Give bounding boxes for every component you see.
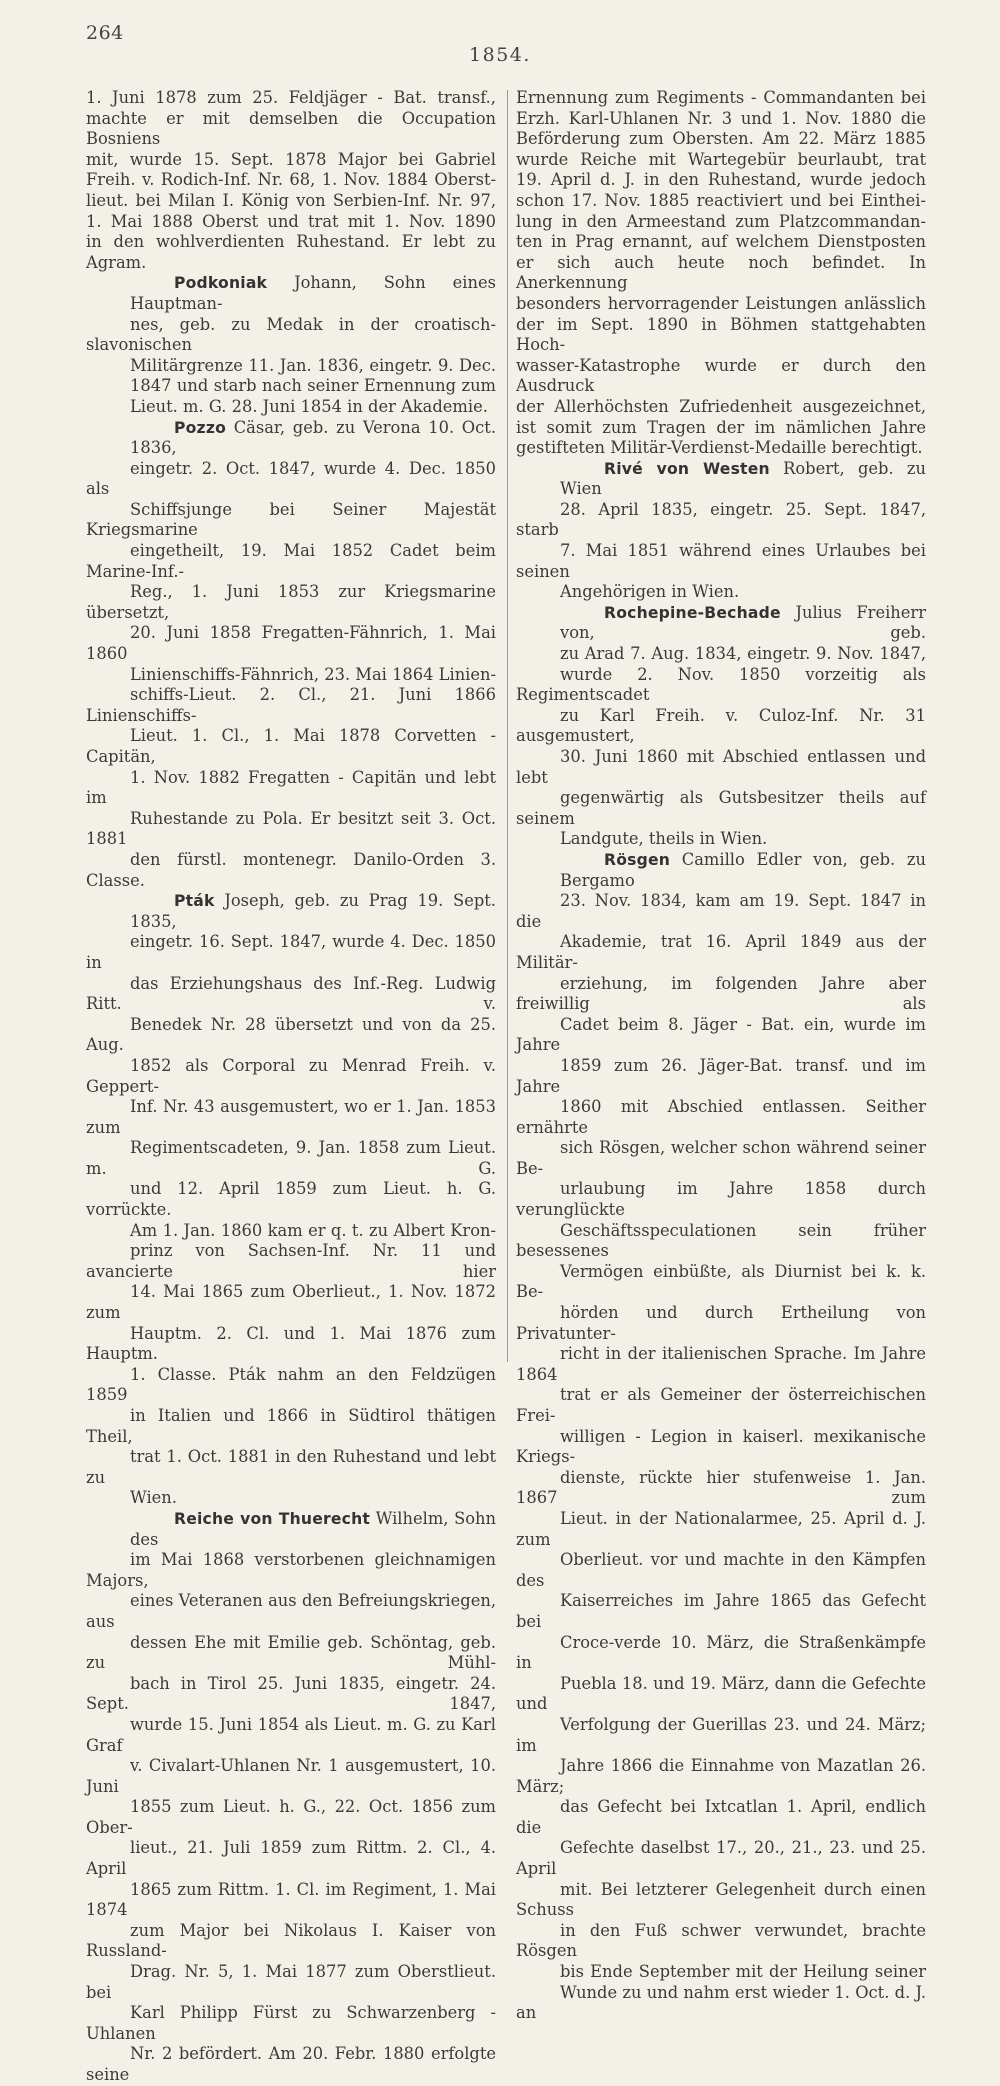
- line-text: er sich auch heute noch befindet. In Anerkennung: [516, 252, 926, 293]
- line-text: Landgute, theils in Wien.: [560, 829, 768, 849]
- text-line: [86, 1179, 496, 1220]
- text-line: [86, 1674, 496, 1715]
- text-line: [86, 665, 496, 686]
- line-text: und 12. April 1859 zum Lieut. h. G. vorrückte.: [86, 1179, 496, 1220]
- line-text: dienste, rückte hier stufenweise 1. Jan. 1867 zum: [516, 1467, 926, 1508]
- line-text: 1847 und starb nach seiner Ernennung zum: [130, 376, 496, 396]
- line-text: im Mai 1868 verstorbenen gleichnamigen Majors,: [86, 1550, 496, 1590]
- line-text: Gefechte daselbst 17., 20., 21., 23. und 25. April: [516, 1838, 926, 1879]
- text-line: [516, 1344, 926, 1385]
- text-line: [86, 850, 496, 891]
- text-line: [516, 1468, 926, 1509]
- line-text: 23. Nov. 1834, kam am 19. Sept. 1847 in die: [516, 891, 926, 931]
- line-text: Cadet beim 8. Jäger - Bat. ein, wurde im Jahre: [516, 1014, 926, 1055]
- line-text: der Allerhöchsten Zufriedenheit ausgezeichnet,: [516, 396, 926, 416]
- line-text: Hauptm. 2. Cl. und 1. Mai 1876 zum Hauptm.: [86, 1323, 496, 1364]
- line-text: 7. Mai 1851 während eines Urlaubes bei seinen: [516, 541, 926, 581]
- line-text: 14. Mai 1865 zum Oberlieut., 1. Nov. 1872 zum: [86, 1282, 496, 1323]
- text-line: [516, 1427, 926, 1468]
- line-text: Reg., 1. Juni 1853 zur Kriegsmarine übersetzt,: [86, 582, 496, 622]
- entry-name: Pták: [174, 892, 215, 911]
- text-line: [86, 891, 496, 932]
- text-line: [86, 541, 496, 582]
- line-text: sich Rösgen, welcher schon während seiner Be-: [516, 1138, 926, 1178]
- left-column: [86, 88, 496, 2086]
- text-line: [516, 294, 926, 315]
- line-text: Freih. v. Rodich-Inf. Nr. 68, 1. Nov. 1884 Oberst-: [86, 170, 496, 190]
- text-line: [516, 1550, 926, 1591]
- text-line: [516, 170, 926, 191]
- line-text: Verfolgung der Guerillas 23. und 24. März; im: [516, 1714, 926, 1755]
- text-line: [86, 1406, 496, 1447]
- text-line: [86, 685, 496, 726]
- text-line: [516, 418, 926, 439]
- text-line: [86, 500, 496, 541]
- line-text: Linienschiffs-Fähnrich, 23. Mai 1864 Linien-: [130, 664, 497, 684]
- line-text: ten in Prag ernannt, auf welchem Dienstposten: [516, 232, 926, 252]
- line-text: Julius Freiherr von, geb.: [560, 602, 926, 643]
- line-text: prinz von Sachsen-Inf. Nr. 11 und avancierte hier: [86, 1241, 496, 1281]
- text-line: [516, 974, 926, 1015]
- text-line: [86, 315, 496, 356]
- line-text: Akademie, trat 16. April 1849 aus der Militär-: [516, 932, 926, 972]
- line-text: Vermögen einbüßte, als Diurnist bei k. k. Be-: [516, 1261, 926, 1302]
- text-line: [516, 603, 926, 644]
- biography-entry: [86, 1509, 496, 2086]
- text-line: [86, 459, 496, 500]
- text-line: [516, 88, 926, 109]
- line-text: Ruhestande zu Pola. Er besitzt seit 3. Oct. 1881: [86, 808, 496, 849]
- text-line: [516, 191, 926, 212]
- text-line: [86, 1838, 496, 1879]
- line-text: 20. Juni 1858 Fregatten-Fähnrich, 1. Mai 1860: [86, 623, 496, 664]
- line-text: trat 1. Oct. 1881 in den Ruhestand und lebt zu: [86, 1447, 496, 1487]
- line-text: Wunde zu und nahm erst wieder 1. Oct. d. J. an: [516, 1982, 926, 2023]
- text-line: [516, 1097, 926, 1138]
- text-line: [516, 1591, 926, 1632]
- text-line: [516, 1633, 926, 1674]
- line-text: zu Karl Freih. v. Culoz-Inf. Nr. 31 ausgemustert,: [516, 705, 926, 746]
- text-line: [516, 1385, 926, 1426]
- text-line: [516, 109, 926, 130]
- text-line: [86, 726, 496, 767]
- text-line: [86, 1365, 496, 1406]
- line-text: eingetr. 2. Oct. 1847, wurde 4. Dec. 1850 als: [86, 458, 496, 499]
- line-text: Puebla 18. und 19. März, dann die Gefechte und: [516, 1673, 926, 1714]
- line-text: Angehörigen in Wien.: [560, 582, 740, 602]
- text-line: [86, 1797, 496, 1838]
- text-line: [516, 665, 926, 706]
- text-line: [516, 644, 926, 665]
- line-text: Nr. 2 befördert. Am 20. Febr. 1880 erfolgte seine: [86, 2044, 496, 2084]
- text-line: [86, 1324, 496, 1365]
- entry-name: Rösgen: [604, 850, 671, 869]
- text-line: [516, 932, 926, 973]
- line-text: Erzh. Karl-Uhlanen Nr. 3 und 1. Nov. 1880 die: [516, 108, 926, 128]
- line-text: urlaubung im Jahre 1858 durch verunglückte: [516, 1179, 926, 1220]
- text-line: [86, 212, 496, 233]
- text-line: [516, 212, 926, 233]
- entry-name: Podkoniak: [174, 274, 268, 293]
- line-text: bach in Tirol 25. Juni 1835, eingetr. 24. Sept. 1847,: [86, 1673, 496, 1714]
- biography-entry: [86, 273, 496, 417]
- text-line: [516, 1880, 926, 1921]
- text-line: [86, 170, 496, 191]
- text-line: [516, 1015, 926, 1056]
- text-line: [516, 500, 926, 541]
- text-line: [516, 891, 926, 932]
- line-text: bis Ende September mit der Heilung seiner: [560, 1962, 926, 1982]
- line-text: Militärgrenze 11. Jan. 1836, eingetr. 9. Dec.: [130, 355, 496, 375]
- line-text: 1. Mai 1888 Oberst und trat mit 1. Nov. 1890: [86, 211, 496, 231]
- line-text: 28. April 1835, eingetr. 25. Sept. 1847, starb: [516, 499, 926, 540]
- text-line: [516, 541, 926, 582]
- line-text: mit. Bei letzterer Gelegenheit durch einen Schuss: [516, 1879, 926, 1920]
- text-line: [86, 974, 496, 1015]
- text-line: [86, 88, 496, 109]
- text-line: [86, 1282, 496, 1323]
- text-line: [86, 1097, 496, 1138]
- text-line: [516, 1262, 926, 1303]
- text-line: [86, 1633, 496, 1674]
- text-line: [86, 253, 496, 274]
- line-text: der im Sept. 1890 in Böhmen stattgehabten Hoch-: [516, 314, 926, 355]
- text-line: [516, 850, 926, 891]
- line-text: dessen Ehe mit Emilie geb. Schöntag, geb. zu Mühl-: [86, 1632, 496, 1673]
- entry-name: Pozzo: [174, 418, 227, 437]
- text-line: [86, 397, 496, 418]
- text-line: [86, 1550, 496, 1591]
- line-text: 19. April d. J. in den Ruhestand, wurde jedoch: [516, 170, 926, 190]
- line-text: lung in den Armeestand zum Platzcommandan-: [516, 211, 926, 231]
- line-text: 1860 mit Abschied entlassen. Seither ernährte: [516, 1097, 926, 1137]
- line-text: Joseph, geb. zu Prag 19. Sept. 1835,: [130, 891, 496, 931]
- biography-continuation: [516, 88, 926, 459]
- biography-continuation: [86, 88, 496, 273]
- line-text: 1852 als Corporal zu Menrad Freih. v. Geppert-: [86, 1055, 496, 1096]
- line-text: erziehung, im folgenden Jahre aber freiwillig als: [516, 973, 926, 1014]
- text-line: [86, 376, 496, 397]
- entry-name: Rochepine-Bechade: [604, 603, 781, 622]
- line-text: besonders hervorragender Leistungen anlässlich: [516, 293, 926, 313]
- line-text: eines Veteranen aus den Befreiungskriegen, aus: [86, 1591, 496, 1631]
- text-line: [516, 397, 926, 418]
- text-line: [516, 1303, 926, 1344]
- text-line: [86, 1221, 496, 1242]
- line-text: Agram.: [86, 252, 147, 272]
- text-line: [86, 273, 496, 314]
- line-text: wurde 15. Juni 1854 als Lieut. m. G. zu Karl Graf: [86, 1714, 496, 1755]
- text-line: [86, 623, 496, 664]
- line-text: Kaiserreiches im Jahre 1865 das Gefecht bei: [516, 1591, 926, 1631]
- text-line: [516, 1983, 926, 2024]
- biography-entry: [516, 850, 926, 2024]
- biography-entry: [516, 603, 926, 850]
- text-line: [516, 150, 926, 171]
- text-line: [86, 1447, 496, 1488]
- text-line: [516, 356, 926, 397]
- line-text: eingetr. 16. Sept. 1847, wurde 4. Dec. 1850 in: [86, 932, 496, 972]
- line-text: zum Major bei Nikolaus I. Kaiser von Russland-: [86, 1920, 496, 1961]
- line-text: ist somit zum Tragen der im nämlichen Jahre: [516, 417, 926, 437]
- line-text: eingetheilt, 19. Mai 1852 Cadet beim Marine-Inf.-: [86, 541, 496, 581]
- line-text: 1859 zum 26. Jäger-Bat. transf. und im Jahre: [516, 1055, 926, 1096]
- text-line: [86, 932, 496, 973]
- line-text: machte er mit demselben die Occupation Bosniens: [86, 108, 496, 149]
- entry-name: Rivé von Westen: [604, 459, 770, 478]
- text-line: [86, 418, 496, 459]
- text-line: [516, 1179, 926, 1220]
- line-text: mit, wurde 15. Sept. 1878 Major bei Gabriel: [86, 149, 496, 169]
- line-text: schon 17. Nov. 1885 reactiviert und bei Einthei-: [516, 190, 926, 210]
- line-text: Benedek Nr. 28 übersetzt und von da 25. Aug.: [86, 1014, 496, 1055]
- text-line: [86, 1509, 496, 1550]
- text-line: [516, 459, 926, 500]
- line-text: lieut. bei Milan I. König von Serbien-Inf. Nr. 97,: [86, 190, 496, 210]
- text-line: [516, 747, 926, 788]
- line-text: Oberlieut. vor und machte in den Kämpfen des: [516, 1550, 926, 1590]
- text-line: [86, 809, 496, 850]
- line-text: Karl Philipp Fürst zu Schwarzenberg - Uhlanen: [86, 2003, 496, 2043]
- text-line: [86, 1962, 496, 2003]
- line-text: 1855 zum Lieut. h. G., 22. Oct. 1856 zum Ober-: [86, 1797, 496, 1837]
- text-line: [516, 1221, 926, 1262]
- text-line: [516, 232, 926, 253]
- biography-entry: [516, 459, 926, 603]
- line-text: Croce-verde 10. März, die Straßenkämpfe in: [516, 1632, 926, 1673]
- text-line: [86, 109, 496, 150]
- line-text: Am 1. Jan. 1860 kam er q. t. zu Albert Kron-: [130, 1220, 496, 1240]
- line-text: das Gefecht bei Ixtcatlan 1. April, endlich die: [516, 1797, 926, 1837]
- line-text: 1. Juni 1878 zum 25. Feldjäger - Bat. transf.,: [86, 88, 496, 107]
- text-line: [86, 1921, 496, 1962]
- text-line: [86, 2003, 496, 2044]
- line-text: Schiffsjunge bei Seiner Majestät Kriegsmarine: [86, 499, 496, 540]
- line-text: 1. Classe. Pták nahm an den Feldzügen 1859: [86, 1364, 496, 1405]
- line-text: Inf. Nr. 43 ausgemustert, wo er 1. Jan. 1853 zum: [86, 1097, 496, 1137]
- line-text: Regimentscadeten, 9. Jan. 1858 zum Lieut. m. G.: [86, 1138, 496, 1178]
- text-line: [86, 1056, 496, 1097]
- line-text: hörden und durch Ertheilung von Privatunter-: [516, 1303, 926, 1343]
- line-text: Beförderung zum Obersten. Am 22. März 1885: [516, 129, 926, 149]
- line-text: Ernennung zum Regiments - Commandanten bei: [516, 88, 926, 107]
- text-line: [86, 150, 496, 171]
- line-text: Lieut. 1. Cl., 1. Mai 1878 Corvetten - Capitän,: [86, 726, 496, 766]
- text-line: [516, 706, 926, 747]
- line-text: Cäsar, geb. zu Verona 10. Oct. 1836,: [130, 417, 496, 458]
- entry-name: Reiche von Thuerecht: [174, 1509, 371, 1528]
- text-line: [86, 356, 496, 377]
- line-text: wurde 2. Nov. 1850 vorzeitig als Regimentscadet: [516, 664, 926, 705]
- column-divider: [507, 90, 508, 1362]
- line-text: Wien.: [130, 1488, 177, 1508]
- line-text: trat er als Gemeiner der österreichischen Frei-: [516, 1385, 926, 1425]
- text-line: [86, 1015, 496, 1056]
- right-column: [516, 88, 926, 2024]
- text-line: [516, 1962, 926, 1983]
- line-text: Robert, geb. zu Wien: [560, 458, 926, 499]
- text-line: [86, 1488, 496, 1509]
- text-line: [516, 129, 926, 150]
- text-line: [86, 1756, 496, 1797]
- text-line: [86, 1591, 496, 1632]
- line-text: Lieut. m. G. 28. Juni 1854 in der Akademie.: [130, 396, 488, 416]
- text-line: [86, 1880, 496, 1921]
- line-text: v. Civalart-Uhlanen Nr. 1 ausgemustert, 10. Juni: [86, 1756, 496, 1796]
- text-line: [516, 1509, 926, 1550]
- line-text: das Erziehungshaus des Inf.-Reg. Ludwig Ritt. v.: [86, 973, 496, 1014]
- line-text: Johann, Sohn eines Hauptman-: [130, 273, 496, 313]
- text-line: [516, 1756, 926, 1797]
- text-line: [516, 253, 926, 294]
- text-line: [86, 1241, 496, 1282]
- text-line: [86, 768, 496, 809]
- line-text: richt in der italienischen Sprache. Im Jahre 1864: [516, 1344, 926, 1384]
- line-text: in den wohlverdienten Ruhestand. Er lebt zu: [86, 232, 496, 252]
- line-text: Lieut. in der Nationalarmee, 25. April d. J. zum: [516, 1508, 926, 1549]
- line-text: 1865 zum Rittm. 1. Cl. im Regiment, 1. Mai 1874: [86, 1879, 496, 1920]
- line-text: willigen - Legion in kaiserl. mexikanische Kriegs-: [516, 1426, 926, 1467]
- text-line: [516, 829, 926, 850]
- line-text: 30. Juni 1860 mit Abschied entlassen und lebt: [516, 747, 926, 787]
- line-text: Geschäftsspeculationen sein früher besessenes: [516, 1220, 926, 1261]
- line-text: zu Arad 7. Aug. 1834, eingetr. 9. Nov. 1847,: [560, 644, 926, 664]
- text-line: [86, 2044, 496, 2085]
- page-number: 264: [86, 22, 124, 44]
- text-line: [516, 1838, 926, 1879]
- line-text: wasser-Katastrophe wurde er durch den Ausdruck: [516, 355, 926, 396]
- text-line: [516, 1138, 926, 1179]
- text-line: [516, 1921, 926, 1962]
- line-text: Drag. Nr. 5, 1. Mai 1877 zum Oberstlieut. bei: [86, 1962, 496, 2002]
- line-text: in Italien und 1866 in Südtirol thätigen Theil,: [86, 1406, 496, 1446]
- running-year-header: 1854.: [469, 44, 531, 66]
- line-text: Jahre 1866 die Einnahme von Mazatlan 26. März;: [516, 1756, 926, 1796]
- line-text: den fürstl. montenegr. Danilo-Orden 3. Classe.: [86, 849, 496, 890]
- line-text: in den Fuß schwer verwundet, brachte Rösgen: [516, 1920, 926, 1961]
- text-line: [86, 232, 496, 253]
- text-line: [516, 788, 926, 829]
- text-line: [86, 1138, 496, 1179]
- line-text: gestifteten Militär-Verdienst-Medaille berechtigt.: [516, 438, 923, 458]
- text-line: [86, 582, 496, 623]
- line-text: nes, geb. zu Medak in der croatisch-slavonischen: [86, 314, 496, 355]
- line-text: gegenwärtig als Gutsbesitzer theils auf seinem: [516, 788, 926, 828]
- text-line: [516, 1056, 926, 1097]
- line-text: schiffs-Lieut. 2. Cl., 21. Juni 1866 Linienschiffs-: [86, 685, 496, 725]
- text-line: [516, 1715, 926, 1756]
- text-line: [516, 315, 926, 356]
- text-line: [516, 1797, 926, 1838]
- line-text: Camillo Edler von, geb. zu Bergamo: [560, 849, 926, 890]
- text-line: [86, 191, 496, 212]
- biography-entry: [86, 418, 496, 892]
- biography-entry: [86, 891, 496, 1509]
- line-text: 1. Nov. 1882 Fregatten - Capitän und lebt im: [86, 767, 496, 808]
- line-text: Wilhelm, Sohn des: [130, 1508, 496, 1549]
- text-line: [86, 1715, 496, 1756]
- text-line: [516, 582, 926, 603]
- line-text: wurde Reiche mit Wartegebür beurlaubt, trat: [516, 149, 926, 169]
- text-line: [516, 1674, 926, 1715]
- text-line: [516, 438, 926, 459]
- line-text: lieut., 21. Juli 1859 zum Rittm. 2. Cl., 4. April: [86, 1838, 496, 1879]
